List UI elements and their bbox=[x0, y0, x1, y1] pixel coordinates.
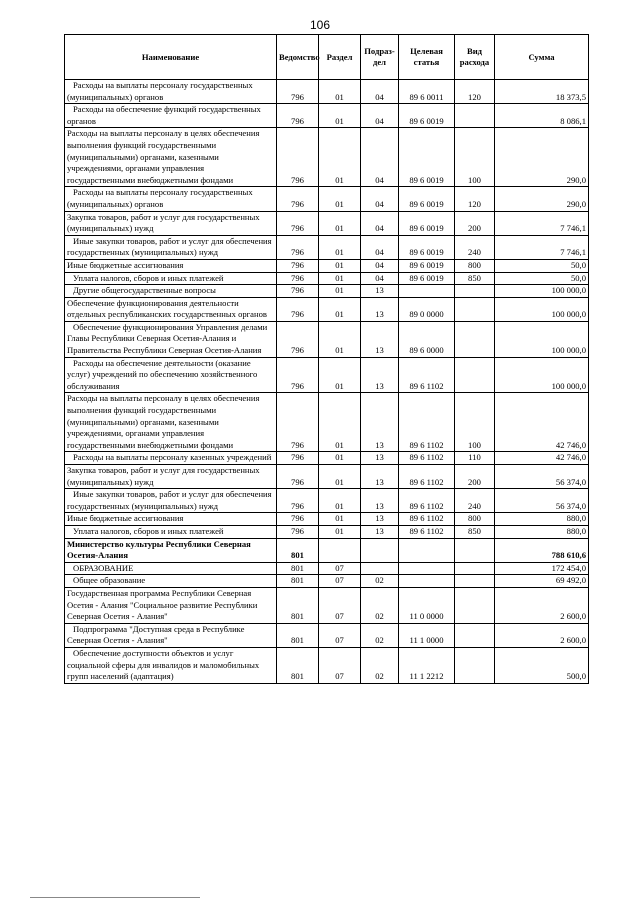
cell-subsection: 13 bbox=[361, 513, 399, 526]
cell-vr bbox=[455, 297, 495, 321]
table-row bbox=[65, 357, 589, 393]
table-row bbox=[65, 297, 589, 321]
cell-amount: 880,0 bbox=[495, 513, 589, 526]
cell-subsection bbox=[361, 562, 399, 575]
cell-name: Обеспечение функционирования деятельности отдельных республиканских государственных органов bbox=[65, 297, 277, 321]
cell-vr: 200 bbox=[455, 465, 495, 489]
cell-amount: 100 000,0 bbox=[495, 357, 589, 393]
cell-name: Подпрограмма "Доступная среда в Республике Северная Осетия - Алания" bbox=[65, 623, 277, 647]
table-row bbox=[65, 187, 589, 211]
cell-target: 89 6 1102 bbox=[399, 465, 455, 489]
cell-target: 89 6 0011 bbox=[399, 80, 455, 104]
cell-amount: 880,0 bbox=[495, 525, 589, 538]
table-row bbox=[65, 321, 589, 357]
table-row bbox=[65, 575, 589, 588]
cell-vr: 240 bbox=[455, 489, 495, 513]
cell-section: 01 bbox=[319, 272, 361, 285]
table-row bbox=[65, 538, 589, 562]
cell-section: 01 bbox=[319, 128, 361, 187]
cell-amount: 50,0 bbox=[495, 272, 589, 285]
cell-subsection: 13 bbox=[361, 285, 399, 298]
cell-amount: 42 746,0 bbox=[495, 452, 589, 465]
cell-name: Расходы на выплаты персоналу государственных (муниципальных) органов bbox=[65, 187, 277, 211]
cell-amount: 100 000,0 bbox=[495, 297, 589, 321]
cell-amount: 290,0 bbox=[495, 187, 589, 211]
cell-target: 89 6 0019 bbox=[399, 211, 455, 235]
cell-dept: 801 bbox=[277, 623, 319, 647]
cell-name: Расходы на выплаты персоналу в целях обеспечения выполнения функций государственными (муниципальными) органами, казенными учреждениями, органами управления государственными внебюджетными фондами bbox=[65, 128, 277, 187]
cell-amount: 18 373,5 bbox=[495, 80, 589, 104]
cell-target: 89 6 0019 bbox=[399, 187, 455, 211]
cell-name: Обеспечение доступности объектов и услуг социальной сферы для инвалидов и маломобильных групп населений (адаптация) bbox=[65, 647, 277, 683]
cell-section: 01 bbox=[319, 235, 361, 259]
cell-section: 01 bbox=[319, 513, 361, 526]
cell-amount: 2 600,0 bbox=[495, 623, 589, 647]
header-subsection: Подраз-дел bbox=[361, 35, 399, 80]
cell-dept: 796 bbox=[277, 104, 319, 128]
table-row bbox=[65, 623, 589, 647]
cell-section: 07 bbox=[319, 647, 361, 683]
cell-subsection: 04 bbox=[361, 272, 399, 285]
cell-target: 89 6 0019 bbox=[399, 272, 455, 285]
cell-amount: 500,0 bbox=[495, 647, 589, 683]
cell-amount: 788 610,6 bbox=[495, 538, 589, 562]
cell-subsection: 13 bbox=[361, 393, 399, 452]
cell-name: Другие общегосударственные вопросы bbox=[65, 285, 277, 298]
cell-vr bbox=[455, 357, 495, 393]
cell-vr: 240 bbox=[455, 235, 495, 259]
cell-target: 89 6 1102 bbox=[399, 489, 455, 513]
cell-section: 01 bbox=[319, 187, 361, 211]
cell-section: 01 bbox=[319, 525, 361, 538]
cell-subsection: 04 bbox=[361, 104, 399, 128]
cell-target bbox=[399, 538, 455, 562]
cell-subsection: 04 bbox=[361, 259, 399, 272]
cell-section bbox=[319, 538, 361, 562]
cell-vr: 800 bbox=[455, 513, 495, 526]
cell-name: Расходы на обеспечение функций государственных органов bbox=[65, 104, 277, 128]
cell-name: Расходы на выплаты персоналу казенных учреждений bbox=[65, 452, 277, 465]
cell-vr bbox=[455, 285, 495, 298]
cell-name: Министерство культуры Республики Северная Осетия-Алания bbox=[65, 538, 277, 562]
cell-subsection: 13 bbox=[361, 465, 399, 489]
cell-target: 11 1 0000 bbox=[399, 623, 455, 647]
cell-section: 01 bbox=[319, 452, 361, 465]
cell-subsection: 13 bbox=[361, 297, 399, 321]
cell-dept: 796 bbox=[277, 297, 319, 321]
cell-amount: 2 600,0 bbox=[495, 587, 589, 623]
cell-dept: 796 bbox=[277, 357, 319, 393]
cell-target: 89 0 0000 bbox=[399, 297, 455, 321]
cell-target: 89 6 0019 bbox=[399, 259, 455, 272]
table-row bbox=[65, 235, 589, 259]
table-body bbox=[65, 80, 589, 684]
table-row bbox=[65, 128, 589, 187]
header-section: Раздел bbox=[319, 35, 361, 80]
cell-amount: 100 000,0 bbox=[495, 321, 589, 357]
cell-amount: 100 000,0 bbox=[495, 285, 589, 298]
cell-dept: 796 bbox=[277, 211, 319, 235]
table-row bbox=[65, 465, 589, 489]
cell-section: 01 bbox=[319, 259, 361, 272]
cell-amount: 42 746,0 bbox=[495, 393, 589, 452]
cell-section: 01 bbox=[319, 285, 361, 298]
cell-subsection: 02 bbox=[361, 587, 399, 623]
table-row bbox=[65, 525, 589, 538]
cell-dept: 801 bbox=[277, 587, 319, 623]
cell-amount: 7 746,1 bbox=[495, 235, 589, 259]
page-number: 106 bbox=[309, 18, 331, 32]
cell-subsection: 02 bbox=[361, 647, 399, 683]
cell-dept: 801 bbox=[277, 647, 319, 683]
cell-section: 01 bbox=[319, 297, 361, 321]
table-row bbox=[65, 80, 589, 104]
cell-vr: 120 bbox=[455, 80, 495, 104]
cell-section: 01 bbox=[319, 357, 361, 393]
cell-dept: 801 bbox=[277, 562, 319, 575]
cell-subsection: 04 bbox=[361, 80, 399, 104]
cell-vr bbox=[455, 321, 495, 357]
cell-dept: 801 bbox=[277, 575, 319, 588]
table-row bbox=[65, 452, 589, 465]
cell-subsection bbox=[361, 538, 399, 562]
cell-section: 01 bbox=[319, 393, 361, 452]
cell-subsection: 04 bbox=[361, 187, 399, 211]
cell-name: Расходы на обеспечение деятельности (оказание услуг) учреждений по обеспечению хозяйственного обслуживания bbox=[65, 357, 277, 393]
cell-name: Иные бюджетные ассигнования bbox=[65, 513, 277, 526]
cell-name: ОБРАЗОВАНИЕ bbox=[65, 562, 277, 575]
cell-dept: 796 bbox=[277, 272, 319, 285]
budget-table bbox=[64, 34, 589, 684]
cell-dept: 796 bbox=[277, 285, 319, 298]
cell-dept: 796 bbox=[277, 80, 319, 104]
cell-target: 89 6 0019 bbox=[399, 235, 455, 259]
cell-subsection: 04 bbox=[361, 235, 399, 259]
table-row bbox=[65, 285, 589, 298]
header-amount: Сумма bbox=[495, 35, 589, 80]
header-name: Наименование bbox=[65, 35, 277, 80]
cell-target: 11 0 0000 bbox=[399, 587, 455, 623]
cell-vr: 850 bbox=[455, 272, 495, 285]
table-row bbox=[65, 647, 589, 683]
cell-target: 89 6 1102 bbox=[399, 357, 455, 393]
cell-dept: 796 bbox=[277, 259, 319, 272]
cell-section: 01 bbox=[319, 211, 361, 235]
cell-subsection: 13 bbox=[361, 321, 399, 357]
cell-name: Обеспечение функционирования Управления делами Главы Республики Северная Осетия-Алания и Правительства Республики Северная Осетия-Алания bbox=[65, 321, 277, 357]
cell-section: 01 bbox=[319, 465, 361, 489]
cell-subsection: 02 bbox=[361, 575, 399, 588]
cell-target: 89 6 1102 bbox=[399, 452, 455, 465]
cell-amount: 69 492,0 bbox=[495, 575, 589, 588]
table-row bbox=[65, 489, 589, 513]
cell-name: Закупка товаров, работ и услуг для государственных (муниципальных) нужд bbox=[65, 211, 277, 235]
cell-dept: 796 bbox=[277, 321, 319, 357]
cell-subsection: 13 bbox=[361, 452, 399, 465]
cell-subsection: 02 bbox=[361, 623, 399, 647]
cell-section: 01 bbox=[319, 489, 361, 513]
cell-vr: 100 bbox=[455, 393, 495, 452]
cell-name: Общее образование bbox=[65, 575, 277, 588]
cell-target: 89 6 1102 bbox=[399, 393, 455, 452]
cell-dept: 796 bbox=[277, 525, 319, 538]
cell-amount: 172 454,0 bbox=[495, 562, 589, 575]
cell-amount: 56 374,0 bbox=[495, 489, 589, 513]
cell-vr: 800 bbox=[455, 259, 495, 272]
cell-target bbox=[399, 285, 455, 298]
cell-amount: 56 374,0 bbox=[495, 465, 589, 489]
cell-amount: 50,0 bbox=[495, 259, 589, 272]
table-row bbox=[65, 562, 589, 575]
cell-vr bbox=[455, 587, 495, 623]
footer-rule bbox=[30, 897, 200, 898]
table-row bbox=[65, 587, 589, 623]
cell-name: Государственная программа Республики Северная Осетия - Алания "Социальное развитие Республики Северная Осетия - Алания" bbox=[65, 587, 277, 623]
cell-vr: 120 bbox=[455, 187, 495, 211]
table-header-row bbox=[65, 35, 589, 80]
cell-vr: 100 bbox=[455, 128, 495, 187]
cell-amount: 290,0 bbox=[495, 128, 589, 187]
cell-dept: 796 bbox=[277, 513, 319, 526]
cell-target: 89 6 1102 bbox=[399, 525, 455, 538]
cell-target: 89 6 0019 bbox=[399, 128, 455, 187]
cell-vr bbox=[455, 647, 495, 683]
cell-dept: 796 bbox=[277, 128, 319, 187]
table-row bbox=[65, 272, 589, 285]
cell-subsection: 04 bbox=[361, 211, 399, 235]
cell-section: 01 bbox=[319, 321, 361, 357]
budget-table-container bbox=[64, 34, 588, 684]
cell-target: 89 6 1102 bbox=[399, 513, 455, 526]
header-dept: Ведомство bbox=[277, 35, 319, 80]
header-target: Целевая статья bbox=[399, 35, 455, 80]
cell-name: Иные закупки товаров, работ и услуг для обеспечения государственных (муниципальных) нужд bbox=[65, 235, 277, 259]
cell-section: 07 bbox=[319, 587, 361, 623]
cell-section: 01 bbox=[319, 104, 361, 128]
cell-vr bbox=[455, 562, 495, 575]
cell-name: Иные бюджетные ассигнования bbox=[65, 259, 277, 272]
cell-section: 07 bbox=[319, 623, 361, 647]
cell-vr bbox=[455, 575, 495, 588]
cell-target: 89 6 0019 bbox=[399, 104, 455, 128]
cell-vr bbox=[455, 538, 495, 562]
cell-section: 01 bbox=[319, 80, 361, 104]
cell-target bbox=[399, 562, 455, 575]
cell-name: Уплата налогов, сборов и иных платежей bbox=[65, 525, 277, 538]
cell-dept: 796 bbox=[277, 465, 319, 489]
cell-dept: 801 bbox=[277, 538, 319, 562]
cell-subsection: 13 bbox=[361, 489, 399, 513]
cell-subsection: 13 bbox=[361, 525, 399, 538]
cell-dept: 796 bbox=[277, 393, 319, 452]
cell-subsection: 13 bbox=[361, 357, 399, 393]
cell-target: 89 6 0000 bbox=[399, 321, 455, 357]
cell-name: Закупка товаров, работ и услуг для государственных (муниципальных) нужд bbox=[65, 465, 277, 489]
cell-amount: 8 086,1 bbox=[495, 104, 589, 128]
cell-amount: 7 746,1 bbox=[495, 211, 589, 235]
table-row bbox=[65, 211, 589, 235]
table-row bbox=[65, 513, 589, 526]
cell-vr bbox=[455, 104, 495, 128]
cell-section: 07 bbox=[319, 575, 361, 588]
cell-vr: 110 bbox=[455, 452, 495, 465]
cell-dept: 796 bbox=[277, 489, 319, 513]
cell-vr: 850 bbox=[455, 525, 495, 538]
cell-vr: 200 bbox=[455, 211, 495, 235]
cell-dept: 796 bbox=[277, 452, 319, 465]
table-row bbox=[65, 104, 589, 128]
table-row bbox=[65, 393, 589, 452]
cell-name: Расходы на выплаты персоналу в целях обеспечения выполнения функций государственными (муниципальными) органами, казенными учреждениями, органами управления государственными внебюджетными фондами bbox=[65, 393, 277, 452]
cell-section: 07 bbox=[319, 562, 361, 575]
cell-dept: 796 bbox=[277, 235, 319, 259]
cell-target bbox=[399, 575, 455, 588]
cell-name: Уплата налогов, сборов и иных платежей bbox=[65, 272, 277, 285]
table-row bbox=[65, 259, 589, 272]
cell-vr bbox=[455, 623, 495, 647]
cell-name: Расходы на выплаты персоналу государственных (муниципальных) органов bbox=[65, 80, 277, 104]
cell-target: 11 1 2212 bbox=[399, 647, 455, 683]
cell-name: Иные закупки товаров, работ и услуг для обеспечения государственных (муниципальных) нужд bbox=[65, 489, 277, 513]
cell-subsection: 04 bbox=[361, 128, 399, 187]
header-expense-type: Вид расхода bbox=[455, 35, 495, 80]
cell-dept: 796 bbox=[277, 187, 319, 211]
